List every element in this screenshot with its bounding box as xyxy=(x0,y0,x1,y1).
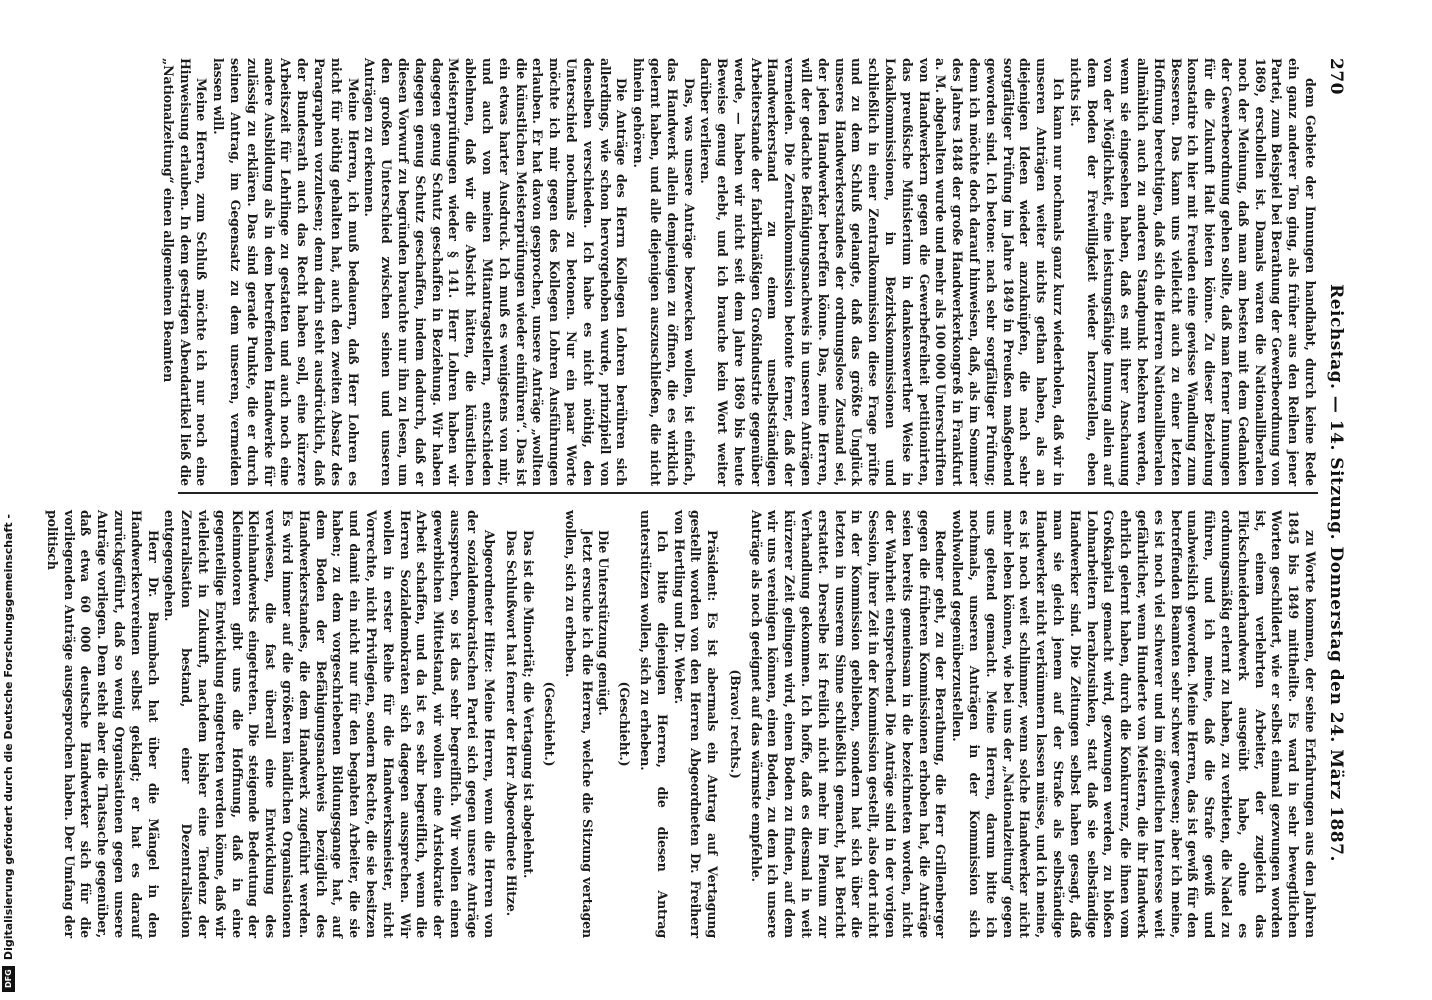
paragraph: Meine Herren, zum Schluß möchte ich nur noch eine Hinweisung erlauben. In dem gestrigen Abendartikel ließ die „Nationalzeitung“ einen allgemeinen Beamten xyxy=(160,58,210,486)
paragraph: Ich kann nur nochmals ganz kurz wiederholen, daß wir in unseren Anträgen weiter nichts gethan haben, als an diejenigen Ideen wieder anzuknüpfen, die nach sehr sorgfältiger Prüfung im Jahre 1849 in Preußen maßgebend geworden sind. Ich betone: nach sehr sorgfältiger Prüfung; denn ich möchte doch darauf hinweisen, daß, als im Sommer des Jahres 1848 der große Handwerkerkongreß in Frankfurt a. M. abgehalten wurde und mehr als 100 000 Unterschriften von Handwerkern gegen die Gewerbefreiheit petitionirten, das preußische Ministerium in dankenswerther Weise in Lokalkommissionen, in Bezirkskommissionen und schließlich in einer Zentralkommission diese Frage prüfte und zu dem Schluß gelangte, daß das größte Unglück unseres Handwerkerstandes der ordnungslose Zustand sei, der jeden Handwerker betreffen könne. Das, meine Herren, will der gedachte Befähigungsnachweis in unseren Anträgen vermeiden. Die Zentralkommission betonte ferner, daß der Handwerkerstand zu einem unselbstständigen Arbeiterstande der fabrikmäßigen Großindustrie gegenüber werde, — haben wir nicht seit dem Jahre 1869 bis heute Beweise genug erlebt, und ich brauche kein Wort weiter darüber verlieren. xyxy=(698,58,1067,486)
paragraph: Das Schlußwort hat ferner der Herr Abgeordnete Hitze. xyxy=(504,530,520,916)
text-column-left xyxy=(68,58,1318,486)
credit-text: Digitalisierung gefördert durch die Deutsche Forschungsgemeinschaft - xyxy=(2,513,15,960)
column-divider xyxy=(178,492,1318,494)
paragraph: dem Gebiete der Innungen handhabt, durch keine Rede ein ganz anderer Ton ging, als früher aus den Reihen jener Partei, zum Beispiel bei Berathung der Gewerbeordnung von 1869, erschollen ist. Damals waren die Nationalliberalen noch der Meinung, daß man am besten mit dem Gedanken der Gewerbeordnung gehen sollte, daß man ferner Innungen für die Zukunft Halt bieten könne. Zu dieser Beziehung konstatire ich hier mit Freuden eine gewisse Wandlung zum Besseren. Das kann uns vielleicht auch zu einer letzten Hoffnung berechtigen, daß sich die Herren Nationalliberalen allmählich auch zu anderen Standpunkt bekehren werden, wenn sie eingesehen haben, daß es mit ihrer Anschauung von der Möglichkeit, eine leistungsfähige Innung allein auf dem Boden der Freiwilligkeit wieder herzustellen, eben nichts ist. xyxy=(1067,58,1318,486)
paragraph: Die Unterstützung genügt. xyxy=(596,530,612,716)
page-number: 270 xyxy=(1326,58,1346,95)
paragraph: (Geschieht.) xyxy=(617,681,633,767)
paragraph: Das, was unsere Anträge bezwecken wollen, ist einfach, das Handwerk allein demjenigen zu öffnen, die es wirklich gelernt haben, und alle diejenigen auszuschließen, die nicht hinein gehören. xyxy=(631,58,697,486)
paragraph: (Geschieht.) xyxy=(541,681,557,767)
paragraph: Die Anträge des Herrn Kollegen Lohren berühren sich allerdings, wie schon hervorgehoben wurde, prinzipiell von denselben verschieden. Ich habe es nicht nöthig, den Unterschied nochmals zu betonen. Nur ein paar Worte möchte ich mir gegen des Kollegen Lohren Ausführungen erlauben. Er hat davon gesprochen, unsere Anträge „wollten die künstlichen Meisterprüfungen wieder einführen“. Das ist ein etwas harter Ausdruck. Ich muß es wenigstens von mir, und auch von meinen Mitantragstellern, entschieden ablehnen, daß wir die Absicht hätten, die künstlichen Meisterprüfungen wieder § 141. Herr Lohren haben wir dagegen genug Schutz geschaffen in Beziehung. Wir haben dagegen genug Schutz geschaffen, indem dadurch, daß er diesen Vorwurf zu begründen brauchte nur ihn zu lesen, um den großen Unterschied zwischen seinen und unseren Anträgen zu erkennen. xyxy=(362,58,630,486)
running-head: Reichstag. — 14. Sitzung. Donnerstag den 24. März 1887. xyxy=(1326,284,1346,862)
credit-strip xyxy=(0,0,18,1000)
paragraph: Ich bitte diejenigen Herren, die diesen Antrag unterstützen wollen, sich zu erheben. xyxy=(637,510,670,938)
paragraph: Herr Dr. Baumbach hat über die Mängel in den Handwerkervereinen selbst geklagt; er hat es darauf zurückgeführt, daß so wenig Organisationen gegen unsere Anträge vorliegen. Dem steht aber die Thatsache gegenüber, daß etwa 60 000 deutsche Handwerker sich für die vorliegenden Anträge ausgesprochen haben. Der Umfang der politisch xyxy=(44,510,161,938)
paragraph: Meine Herren, ich muß bedauern, daß Herr Lohren es nicht für nöthig gehalten hat, auch den zweiten Absatz des Paragraphen vorzulesen; denn darin steht ausdrücklich, daß der Bundesrath auch das Recht haben soll, eine kürzere Arbeitszeit für Lehrlinge zu gestatten und auch noch eine andere Ausbildung als in dem betreffenden Handwerke für zulässig zu erklären. Das sind gerade Punkte, die er durch seinen Antrag, im Gegensatz zu dem unseren, vermeiden lassen will. xyxy=(211,58,361,486)
paragraph: Jetzt ersuche ich die Herren, welche die Sitzung vertagen wollen, sich zu erheben. xyxy=(562,510,595,938)
dfg-logo: DFG xyxy=(2,966,15,992)
page-header xyxy=(1322,58,1346,938)
paragraph: Präsident: Es ist abermals ein Antrag auf Vertagung gestellt worden von den Herren Abgeordneten Dr. Freiherr von Hertling und Dr. Weber. xyxy=(671,510,721,938)
text-column-right xyxy=(44,510,1318,938)
paragraph: Abgeordneter Hitze: Meine Herren, wenn die Herren von der sozialdemokratischen Partei sich gegen unsere Anträge aussprechen, so ist das sehr begreiflich. Wir wollen einen gewerblichen Mittelstand, wir wollen eine Aristokratie der Arbeit schaffen, und da ist es sehr begreiflich, wenn die Herren Sozialdemokraten sich dagegen aussprechen. Wir wollen in erster Reihe für die Handwerksmeister, nicht Vorrechte, nicht Privilegien, sondern Rechte, die sie besitzen und damit ein nicht nur für den begabten Arbeiter, die sie haben; zu dem vorgeschriebenen Bildungsgange hat, auf dem Boden der Befähigungsnachweis bezüglich des Handwerkerstandes, die dem Handwerk zugeführt werden. Es wird immer auf die größeren ländlichen Organisationen verwiesen, die fast überall eine Entwicklung des Kleinhandwerks eingetreten. Die steigende Bedeutung der Kleinmotoren gibt uns die Hoffnung, daß in eine gegenteilige Entwicklung eingetreten werden könne, daß wir vielleicht in Zukunft, nachdem bisher eine Tendenz der Zentralisation bestand, einer Dezentralisation entgegengehen. xyxy=(162,510,497,938)
paragraph: Redner geht, zu der Berathung, die Herr Grillenberger gegen die früheren Kommissionen erhoben hat, die Anträge seien bereits gemeinsam in die bezeichneten worden, nicht der Wahrheit entsprechend. Die Anträge sind in der vorigen Session, ihrer Zeit in der Kommission gestellt, also dort nicht in der Kommission geblieben, sondern hat sich über die letzten in unserem Sinne schließlich gemacht, hat Bericht erstattet. Derselbe ist freilich nicht mehr im Plenum zur Verhandlung gekommen. Ich hoffe, daß es diesmal in weit kürzerer Zeit gelingen wird, einen Boden zu finden, auf dem wir uns vereinigen können, einen Boden, zu dem ich unsere Anträge als noch geeignet auf das wärmste empfehle. xyxy=(748,510,949,938)
paragraph: zu Worte kommen, der seine Erfahrungen aus den Jahren 1845 bis 1849 mittheilte. Es ward in sehr bewegtlichen Worten geschildert, wie er selbst einmal gezwungen worden ist, einem verlehrten Arbeiter, der zugleich das Flickschneiderhandwerk ausgeübt habe, ohne es ordnungsmäßig erlernt zu haben, zu verbieten, die Nadel zu führen, und ich meine, daß die Strafe gewiß und unabweislich geworden. Meine Herren, das ist gewiß für den betreffenden Beamten sehr schwer gewesen; aber ich meine, es ist noch viel schwerer und im öffentlichen Interesse weit gefährlicher, wenn Hunderte von Meistern, die ihr Handwerk ehrlich gelernt haben, durch die Konkurrenz, die ihnen vom Großkapital gemacht wird, gezwungen werden, zu bloßen Lohnarbeitern herabzusinken, statt daß sie selbständige Handwerker sind. Die Zeitungen selbst haben gesagt, daß man sie gleich jenem auf der Straße als selbständige Handwerker nicht verkümmern lassen müsse, und ich meine, es ist noch weit schlimmer, wenn solche Handwerker nicht mehr leben können, wie bei uns der „Nationalzeitung“ gegen uns geltend gemacht. Meine Herren, darum bitte ich nochmals, unseren Anträgen in der Kommission sich wohlwollend gegenüberzustellen. xyxy=(950,510,1318,938)
paragraph: Das ist die Minorität; die Vertagung ist abgelehnt. xyxy=(521,530,537,879)
paragraph: (Bravo! rechts.) xyxy=(727,669,743,779)
